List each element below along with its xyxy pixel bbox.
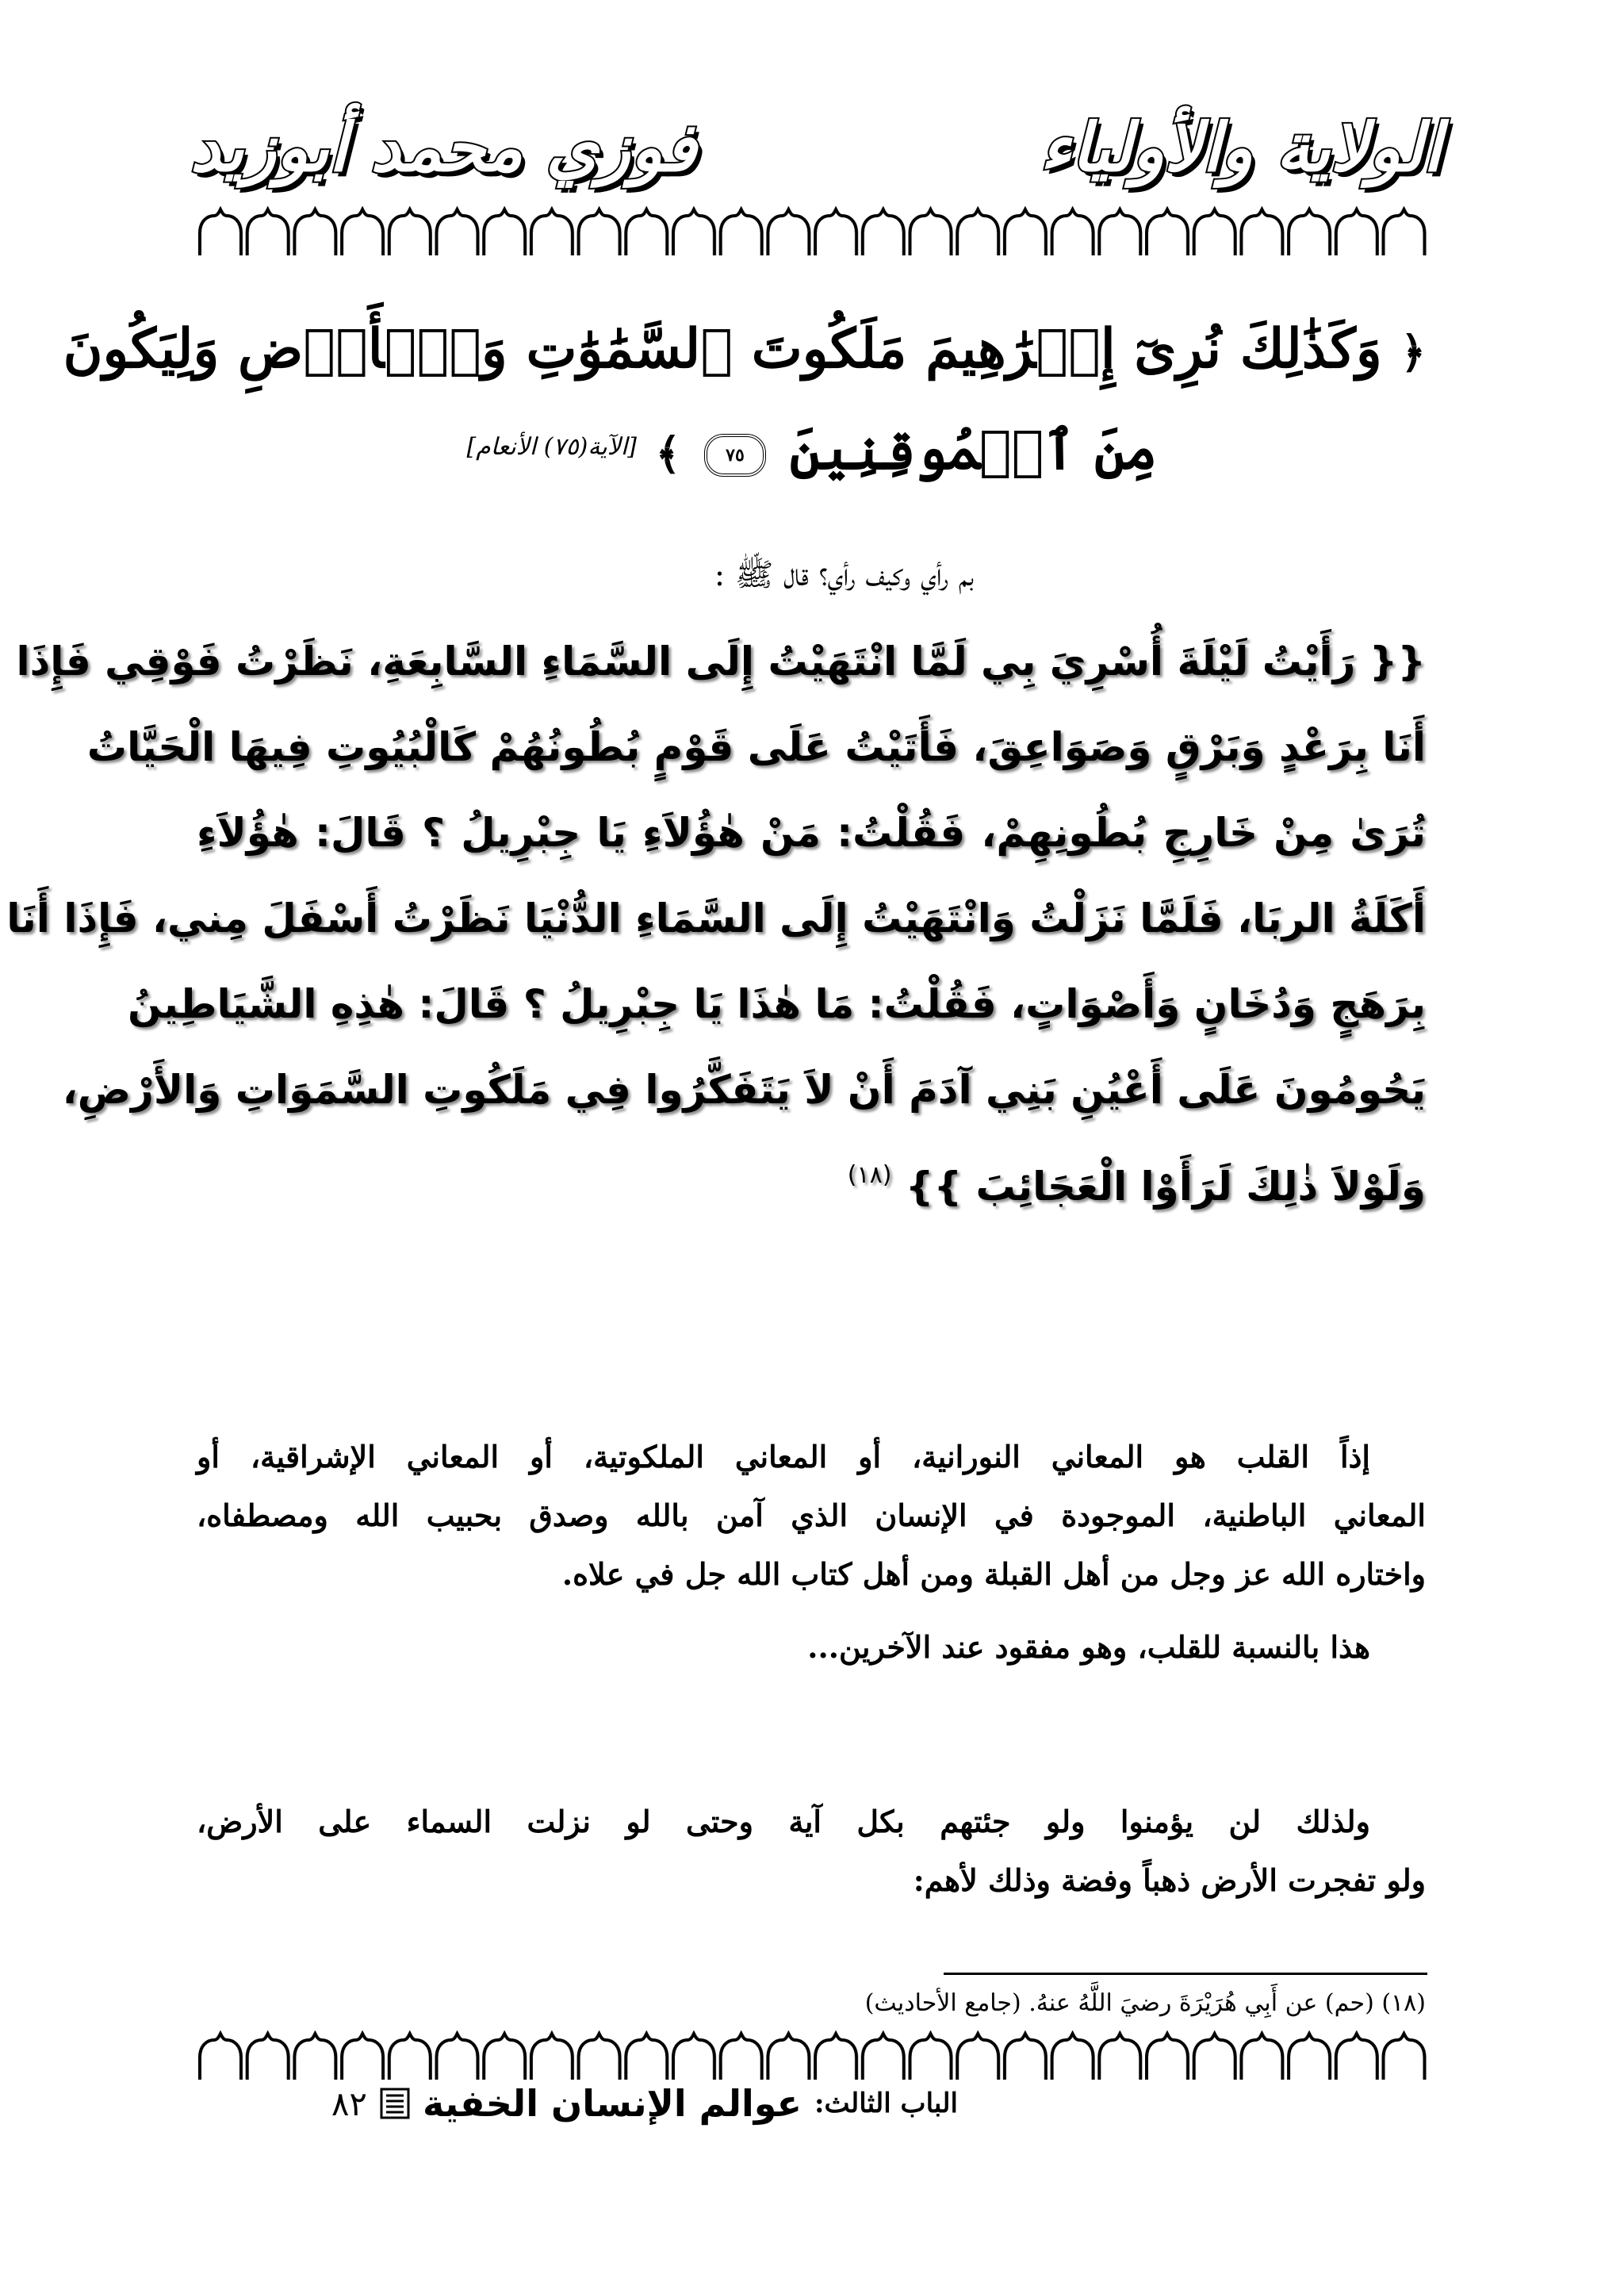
running-header — [190, 95, 1442, 198]
hadith-line: بِرَهَجٍ وَدُخَانٍ وَأَصْوَاتٍ، فَقُلْتُ: مَا هٰذَا يَا جِبْرِيلُ ؟ قَالَ: هٰذِهِ الشَّيَاطِينُ — [128, 981, 1426, 1027]
running-footer — [331, 2082, 958, 2125]
intro-line: بم رأي وكيف رأي؟ قال ﷺ : — [714, 557, 974, 593]
book-icon — [380, 2088, 410, 2119]
paragraph-2 — [197, 1618, 1426, 1677]
chapter-title: عوالم الإنسان الخفية — [422, 2082, 802, 2125]
verse-close-bracket: ﴾ — [655, 428, 681, 479]
footnote-text: (١٨) (حم) عن أَبِي هُرَيْرَةَ رضيَ اللَّهُ عنهُ. (جامع الأحاديث) — [864, 1989, 1426, 2017]
footnote-separator — [944, 1973, 1427, 1975]
quran-verse — [63, 301, 1426, 501]
verse-text-2: مِنَ ٱلۡمُوقِنِينَ — [789, 419, 1158, 482]
hadith-last-line — [197, 1133, 1426, 1218]
paragraph-line: ولو تفجرت الأرض ذهباً وفضة وذلك لأهم: — [913, 1862, 1426, 1898]
verse-text-1: وَكَذَٰلِكَ نُرِىٓ إِبۡرَٰهِيمَ مَلَكُوتَ ٱلسَّمَٰوَٰتِ وَٱلۡأَرۡضِ وَلِيَكُونَ — [63, 317, 1382, 381]
paragraph-line: واختاره الله عز وجل من أهل القبلة ومن أهل كتاب الله جل في علاه. — [561, 1556, 1426, 1592]
paragraph-line: المعاني الباطنية، الموجودة في الإنسان الذي آمن بالله وصدق بحبيب الله ومصطفاه، — [197, 1497, 1426, 1533]
hadith-line: أَنَا بِرَعْدٍ وَبَرْقٍ وَصَوَاعِقَ، فَأَتَيْتُ عَلَى قَوْمٍ بُطُونُهُمْ كَالْبُيُوتِ فِيهَا الْحَيَّاتُ — [86, 724, 1426, 770]
footnote-reference: (١٨) — [847, 1161, 892, 1189]
paragraph-line: إذاً القلب هو المعاني النورانية، أو المعاني الملكوتية، أو المعاني الإشراقية، أو — [197, 1439, 1370, 1474]
verse-line-1 — [63, 301, 1426, 400]
hadith-line: {{ رَأَيْتُ لَيْلَةَ أُسْرِيَ بِي لَمَّا انْتَهَيْتُ إِلَى السَّمَاءِ السَّابِعَةِ، نَظَرْتُ فَوْقِي فَإِذَا — [16, 638, 1426, 684]
author-name: فوزي محمد أبوزيد — [190, 107, 697, 186]
ayah-number-marker: ٧٥ — [704, 434, 766, 477]
verse-reference: [الآية(٧٥) الأنعام] — [466, 433, 637, 461]
hadith-block — [6, 619, 1426, 1218]
book-title: الولاية والأولياء — [1040, 107, 1442, 186]
paragraph-3 — [197, 1793, 1426, 1910]
verse-line-2 — [198, 400, 1426, 501]
page-number: ٨٢ — [331, 2084, 367, 2123]
chapter-label: الباب الثالث: — [814, 2088, 958, 2119]
hadith-line-text: وَلَوْلاَ ذٰلِكَ لَرَأَوْا الْعَجَائِبَ }} — [905, 1164, 1426, 1210]
paragraph-line: هذا بالنسبة للقلب، وهو مفقود عند الآخرين... — [807, 1629, 1370, 1665]
paragraph-line: ولذلك لن يؤمنوا ولو جئتهم بكل آية وحتى لو نزلت السماء على الأرض، — [197, 1804, 1370, 1839]
hadith-line: يَحُومُونَ عَلَى أَعْيُنِ بَنِي آدَمَ أَنْ لاَ يَتَفَكَّرُوا فِي مَلَكُوتِ السَّمَوَاتِ وَالأَرْضِ، — [62, 1067, 1426, 1113]
hadith-line: تُرَىٰ مِنْ خَارِجِ بُطُونِهِمْ، فَقُلْتُ: مَنْ هٰؤُلاَءِ يَا جِبْرِيلُ ؟ قَالَ: هٰؤُلاَءِ — [197, 810, 1426, 856]
header-arch-border — [197, 206, 1427, 257]
hadith-line: أَكَلَةُ الربَا، فَلَمَّا نَزَلْتُ وَانْتَهَيْتُ إِلَى السَّمَاءِ الدُّنْيَا نَظَرْتُ أَسْفَلَ مِني، فَإِذَا أَنَا — [6, 895, 1426, 941]
footer-arch-border — [197, 2030, 1427, 2081]
verse-open-bracket: ﴿ — [1400, 327, 1426, 378]
paragraph-1 — [197, 1428, 1426, 1604]
